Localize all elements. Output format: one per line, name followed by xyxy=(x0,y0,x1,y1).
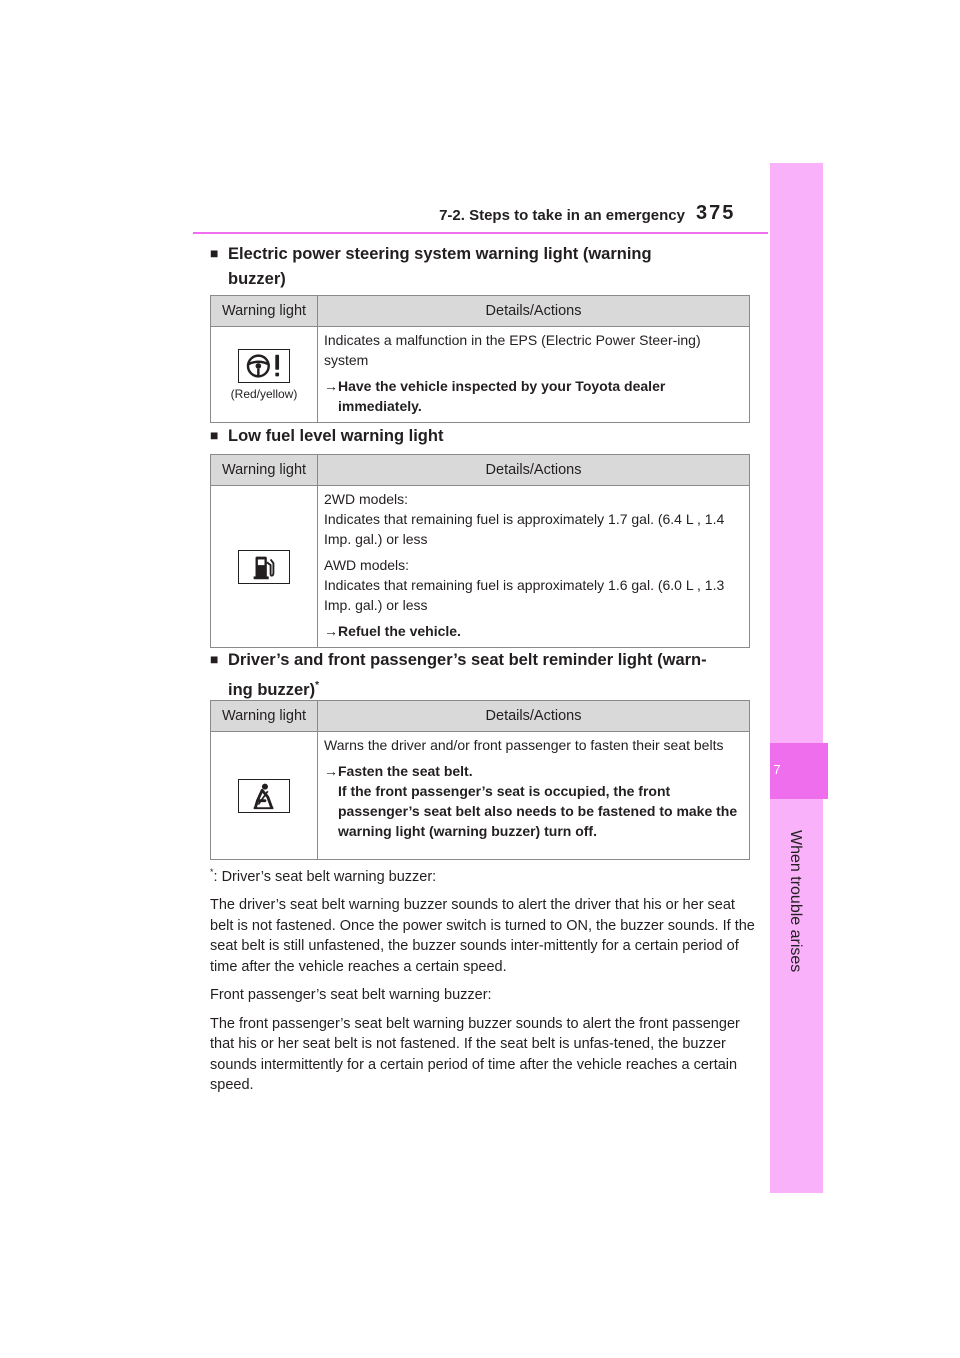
footnote-label: *: Driver’s seat belt warning buzzer: xyxy=(210,867,437,885)
seat-belt-warning-table xyxy=(210,700,750,860)
low-fuel-warning-table xyxy=(210,454,750,648)
footnote-marker: * xyxy=(315,680,319,691)
eps-warning-table xyxy=(210,295,750,423)
footnote-body xyxy=(210,862,755,1104)
section-title: 7-2. Steps to take in an emergency xyxy=(439,207,685,224)
table-header-warning-light: Warning light xyxy=(211,296,318,327)
arrow-icon: → xyxy=(324,763,338,779)
chapter-sidebar xyxy=(770,163,823,1193)
arrow-icon: → xyxy=(324,623,338,639)
page-number: 375 xyxy=(696,202,736,224)
seat-belt-action: → Fasten the seat belt. If the front passenger’s seat is occupied, the front passenger’s seat belt also needs to be fastened to make the warning light (warning buzzer) turn off. xyxy=(324,763,738,839)
table-header-warning-light: Warning light xyxy=(211,455,318,486)
fuel-pump-icon xyxy=(238,550,290,584)
seat-belt-icon xyxy=(238,779,290,813)
awd-description: Indicates that remaining fuel is approximately 1.6 gal. (6.0 L , 1.3 Imp. gal.) or less xyxy=(324,577,725,613)
eps-description: Indicates a malfunction in the EPS (Electric Power Steer-ing) system xyxy=(324,332,701,368)
awd-label: AWD models: xyxy=(324,557,410,573)
arrow-icon: → xyxy=(324,378,338,394)
eps-heading: ■ Electric power steering system warning light (warning buzzer) xyxy=(210,241,755,292)
seat-belt-action-note: If the front passenger’s seat is occupied, the front passenger’s seat belt also needs to be fastened to make the warning light (warning buzzer) turn off. xyxy=(338,783,738,839)
steering-wheel-warning-icon xyxy=(238,349,290,383)
heading-bullet: ■ xyxy=(210,651,219,667)
low-fuel-heading: ■ Low fuel level warning light xyxy=(210,423,755,449)
table-header-details: Details/Actions xyxy=(318,455,750,486)
seat-belt-heading: ■ Driver’s and front passenger’s seat belt reminder light (warn- ing buzzer)* xyxy=(210,647,755,703)
table-header-warning-light: Warning light xyxy=(211,701,318,732)
seat-belt-description: Warns the driver and/or front passenger to fasten their seat belts xyxy=(324,737,724,753)
heading-bullet: ■ xyxy=(210,427,219,443)
header-divider xyxy=(193,232,768,234)
heading-bullet: ■ xyxy=(210,245,219,261)
passenger-buzzer-paragraph: The front passenger’s seat belt warning buzzer sounds to alert the front passenger that his or her seat belt is not fastened. If the seat belt is unfas-tened, the buzzer sounds intermittently for a certain period of time after the vehicle reaches a certain speed. xyxy=(210,1015,740,1094)
table-header-details: Details/Actions xyxy=(318,296,750,327)
passenger-buzzer-label: Front passenger’s seat belt warning buzzer: xyxy=(210,987,492,1004)
2wd-description: Indicates that remaining fuel is approximately 1.7 gal. (6.4 L , 1.4 Imp. gal.) or less xyxy=(324,511,725,547)
driver-buzzer-paragraph: The driver’s seat belt warning buzzer sounds to alert the driver that his or her seat belt is not fastened. Once the power switch is turned to ON, the buzzer sounds. If the seat belt is still unfastened, the buzzer sounds inter-mittently for a certain period of time after the vehicle reaches a certain speed. xyxy=(210,897,755,975)
icon-caption: (Red/yellow) xyxy=(230,386,298,401)
chapter-title: When trouble arises xyxy=(787,830,804,973)
fuel-action: → Refuel the vehicle. xyxy=(324,623,461,639)
table-header-details: Details/Actions xyxy=(318,701,750,732)
2wd-label: 2WD models: xyxy=(324,491,409,507)
eps-action: → Have the vehicle inspected by your Toyota dealer immediately. xyxy=(324,378,666,414)
chapter-number: 7 xyxy=(773,762,781,777)
